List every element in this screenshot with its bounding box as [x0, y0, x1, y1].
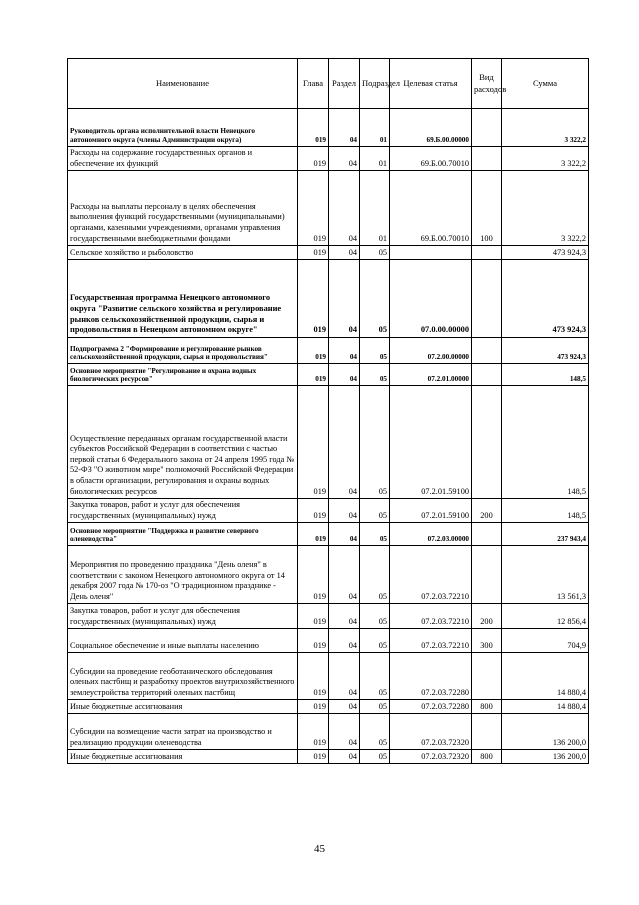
cell-razdel: 04 — [329, 523, 360, 546]
cell-name: Субсидии на проведение геоботанического обследования оленьих пастбищ и разработку проектов внутрихозяйственного землеустройства территорий оленьих пастбищ — [68, 653, 298, 700]
table-row — [68, 171, 589, 246]
cell-podrazdel: 05 — [360, 629, 390, 653]
table-row — [68, 338, 589, 364]
cell-podrazdel: 05 — [360, 338, 390, 364]
cell-name: Иные бюджетные ассигнования — [68, 750, 298, 764]
cell-summa: 14 880,4 — [502, 700, 589, 714]
cell-podrazdel: 05 — [360, 386, 390, 499]
cell-razdel: 04 — [329, 750, 360, 764]
table-row — [68, 109, 589, 147]
header-glava: Глава — [298, 59, 329, 109]
cell-vid — [472, 260, 502, 338]
cell-celevaya: 07.2.03.72320 — [390, 750, 472, 764]
cell-vid: 800 — [472, 700, 502, 714]
table-row — [68, 700, 589, 714]
cell-podrazdel: 05 — [360, 604, 390, 629]
table-row — [68, 499, 589, 523]
cell-celevaya: 07.2.03.00000 — [390, 523, 472, 546]
cell-name: Подпрограмма 2 "Формирование и регулирование рынков сельскохозяйственной продукции, сырья и продовольствия" — [68, 338, 298, 364]
cell-razdel: 04 — [329, 364, 360, 386]
cell-podrazdel: 05 — [360, 546, 390, 604]
cell-summa: 13 561,3 — [502, 546, 589, 604]
cell-name: Расходы на содержание государственных органов и обеспечение их функций — [68, 147, 298, 171]
table-row — [68, 604, 589, 629]
cell-name: Сельское хозяйство и рыболовство — [68, 246, 298, 260]
cell-podrazdel: 05 — [360, 246, 390, 260]
table-row — [68, 714, 589, 750]
cell-razdel: 04 — [329, 700, 360, 714]
cell-vid — [472, 246, 502, 260]
cell-celevaya — [390, 246, 472, 260]
cell-podrazdel: 05 — [360, 364, 390, 386]
cell-vid — [472, 546, 502, 604]
cell-name: Закупка товаров, работ и услуг для обеспечения государственных (муниципальных) нужд — [68, 499, 298, 523]
cell-summa: 237 943,4 — [502, 523, 589, 546]
cell-name: Иные бюджетные ассигнования — [68, 700, 298, 714]
cell-razdel: 04 — [329, 629, 360, 653]
cell-glava: 019 — [298, 386, 329, 499]
cell-podrazdel: 01 — [360, 147, 390, 171]
cell-summa: 3 322,2 — [502, 109, 589, 147]
cell-vid — [472, 523, 502, 546]
cell-celevaya: 07.2.01.59100 — [390, 499, 472, 523]
cell-celevaya: 07.2.01.59100 — [390, 386, 472, 499]
cell-summa: 14 880,4 — [502, 653, 589, 700]
cell-summa: 704,9 — [502, 629, 589, 653]
cell-podrazdel: 05 — [360, 653, 390, 700]
cell-glava: 019 — [298, 147, 329, 171]
budget-table — [67, 58, 589, 764]
table-row — [68, 546, 589, 604]
cell-name: Основное мероприятие "Регулирование и охрана водных биологических ресурсов" — [68, 364, 298, 386]
cell-razdel: 04 — [329, 653, 360, 700]
cell-celevaya: 07.2.01.00000 — [390, 364, 472, 386]
cell-name: Закупка товаров, работ и услуг для обеспечения государственных (муниципальных) нужд — [68, 604, 298, 629]
table-row — [68, 386, 589, 499]
cell-name: Мероприятия по проведению праздника "День оленя" в соответствии с законом Ненецкого автономного округа от 14 декабря 2007 года № 170-оз "О традиционном празднике - День оленя" — [68, 546, 298, 604]
table-row — [68, 750, 589, 764]
table-row — [68, 364, 589, 386]
cell-glava: 019 — [298, 714, 329, 750]
cell-vid — [472, 386, 502, 499]
cell-name: Основное мероприятие "Поддержка и развитие северного оленеводства" — [68, 523, 298, 546]
cell-celevaya: 07.2.00.00000 — [390, 338, 472, 364]
cell-glava: 019 — [298, 604, 329, 629]
cell-glava: 019 — [298, 499, 329, 523]
table-row — [68, 523, 589, 546]
cell-celevaya: 07.2.03.72280 — [390, 653, 472, 700]
cell-celevaya: 69.Б.00.00000 — [390, 109, 472, 147]
cell-glava: 019 — [298, 629, 329, 653]
cell-summa: 148,5 — [502, 364, 589, 386]
cell-vid — [472, 714, 502, 750]
cell-vid: 200 — [472, 604, 502, 629]
cell-vid — [472, 338, 502, 364]
header-celevaya: Целевая статья — [390, 59, 472, 109]
cell-razdel: 04 — [329, 499, 360, 523]
cell-vid — [472, 109, 502, 147]
cell-glava: 019 — [298, 260, 329, 338]
cell-vid: 800 — [472, 750, 502, 764]
cell-razdel: 04 — [329, 109, 360, 147]
cell-glava: 019 — [298, 109, 329, 147]
cell-celevaya: 07.2.03.72280 — [390, 700, 472, 714]
cell-podrazdel: 05 — [360, 750, 390, 764]
cell-razdel: 04 — [329, 338, 360, 364]
cell-glava: 019 — [298, 546, 329, 604]
cell-glava: 019 — [298, 750, 329, 764]
cell-name: Осуществление переданных органам государственной власти субъектов Российской Федерации в соответствии с частью первой статьи 6 Федерального закона от 24 апреля 1995 года № 52-ФЗ "О животном мире" полномочий Российской Федерации в области организации, регулирования и охраны водных биологических ресурсов — [68, 386, 298, 499]
cell-podrazdel: 05 — [360, 714, 390, 750]
cell-podrazdel: 05 — [360, 260, 390, 338]
cell-vid: 300 — [472, 629, 502, 653]
cell-vid — [472, 364, 502, 386]
cell-summa: 3 322,2 — [502, 171, 589, 246]
cell-podrazdel: 05 — [360, 523, 390, 546]
cell-name: Субсидии на возмещение части затрат на производство и реализацию продукции оленеводства — [68, 714, 298, 750]
cell-glava: 019 — [298, 338, 329, 364]
cell-razdel: 04 — [329, 246, 360, 260]
cell-glava: 019 — [298, 653, 329, 700]
page-number: 45 — [314, 843, 325, 855]
cell-razdel: 04 — [329, 386, 360, 499]
cell-summa: 148,5 — [502, 386, 589, 499]
cell-razdel: 04 — [329, 260, 360, 338]
table-row — [68, 147, 589, 171]
header-podrazdel: Подраздел — [360, 59, 390, 109]
table-body — [68, 109, 589, 764]
cell-celevaya: 07.2.03.72210 — [390, 604, 472, 629]
cell-summa: 136 200,0 — [502, 750, 589, 764]
cell-razdel: 04 — [329, 604, 360, 629]
cell-celevaya: 07.2.03.72210 — [390, 546, 472, 604]
cell-celevaya: 69.Б.00.70010 — [390, 147, 472, 171]
cell-glava: 019 — [298, 246, 329, 260]
cell-vid: 200 — [472, 499, 502, 523]
cell-celevaya: 07.2.03.72320 — [390, 714, 472, 750]
cell-podrazdel: 01 — [360, 109, 390, 147]
cell-podrazdel: 05 — [360, 499, 390, 523]
cell-glava: 019 — [298, 364, 329, 386]
table-header-row — [68, 59, 589, 109]
cell-summa: 3 322,2 — [502, 147, 589, 171]
cell-razdel: 04 — [329, 546, 360, 604]
header-name: Наименование — [68, 59, 298, 109]
header-vid: Вид расходов — [472, 59, 502, 109]
cell-summa: 12 856,4 — [502, 604, 589, 629]
cell-razdel: 04 — [329, 147, 360, 171]
table-row — [68, 653, 589, 700]
header-razdel: Раздел — [329, 59, 360, 109]
cell-glava: 019 — [298, 523, 329, 546]
cell-podrazdel: 01 — [360, 171, 390, 246]
cell-razdel: 04 — [329, 171, 360, 246]
cell-vid — [472, 147, 502, 171]
table-row — [68, 260, 589, 338]
cell-razdel: 04 — [329, 714, 360, 750]
header-summa: Сумма — [502, 59, 589, 109]
cell-name: Социальное обеспечение и иные выплаты населению — [68, 629, 298, 653]
cell-summa: 473 924,3 — [502, 246, 589, 260]
cell-summa: 136 200,0 — [502, 714, 589, 750]
cell-celevaya: 07.2.03.72210 — [390, 629, 472, 653]
cell-glava: 019 — [298, 700, 329, 714]
cell-vid — [472, 653, 502, 700]
cell-vid: 100 — [472, 171, 502, 246]
cell-celevaya: 07.0.00.00000 — [390, 260, 472, 338]
cell-summa: 148,5 — [502, 499, 589, 523]
cell-podrazdel: 05 — [360, 700, 390, 714]
cell-name: Руководитель органа исполнительной власти Ненецкого автономного округа (члены Администрации округа) — [68, 109, 298, 147]
table-row — [68, 629, 589, 653]
cell-celevaya: 69.Б.00.70010 — [390, 171, 472, 246]
cell-summa: 473 924,3 — [502, 260, 589, 338]
cell-name: Государственная программа Ненецкого автономного округа "Развитие сельского хозяйства и регулирование рынков сельскохозяйственной продукции, сырья и продовольствия в Ненецком автономном округе" — [68, 260, 298, 338]
cell-glava: 019 — [298, 171, 329, 246]
table-row — [68, 246, 589, 260]
cell-summa: 473 924,3 — [502, 338, 589, 364]
cell-name: Расходы на выплаты персоналу в целях обеспечения выполнения функций государственными (муниципальными) органами, казенными учреждениями, органами управления государственными внебюджетными фондами — [68, 171, 298, 246]
